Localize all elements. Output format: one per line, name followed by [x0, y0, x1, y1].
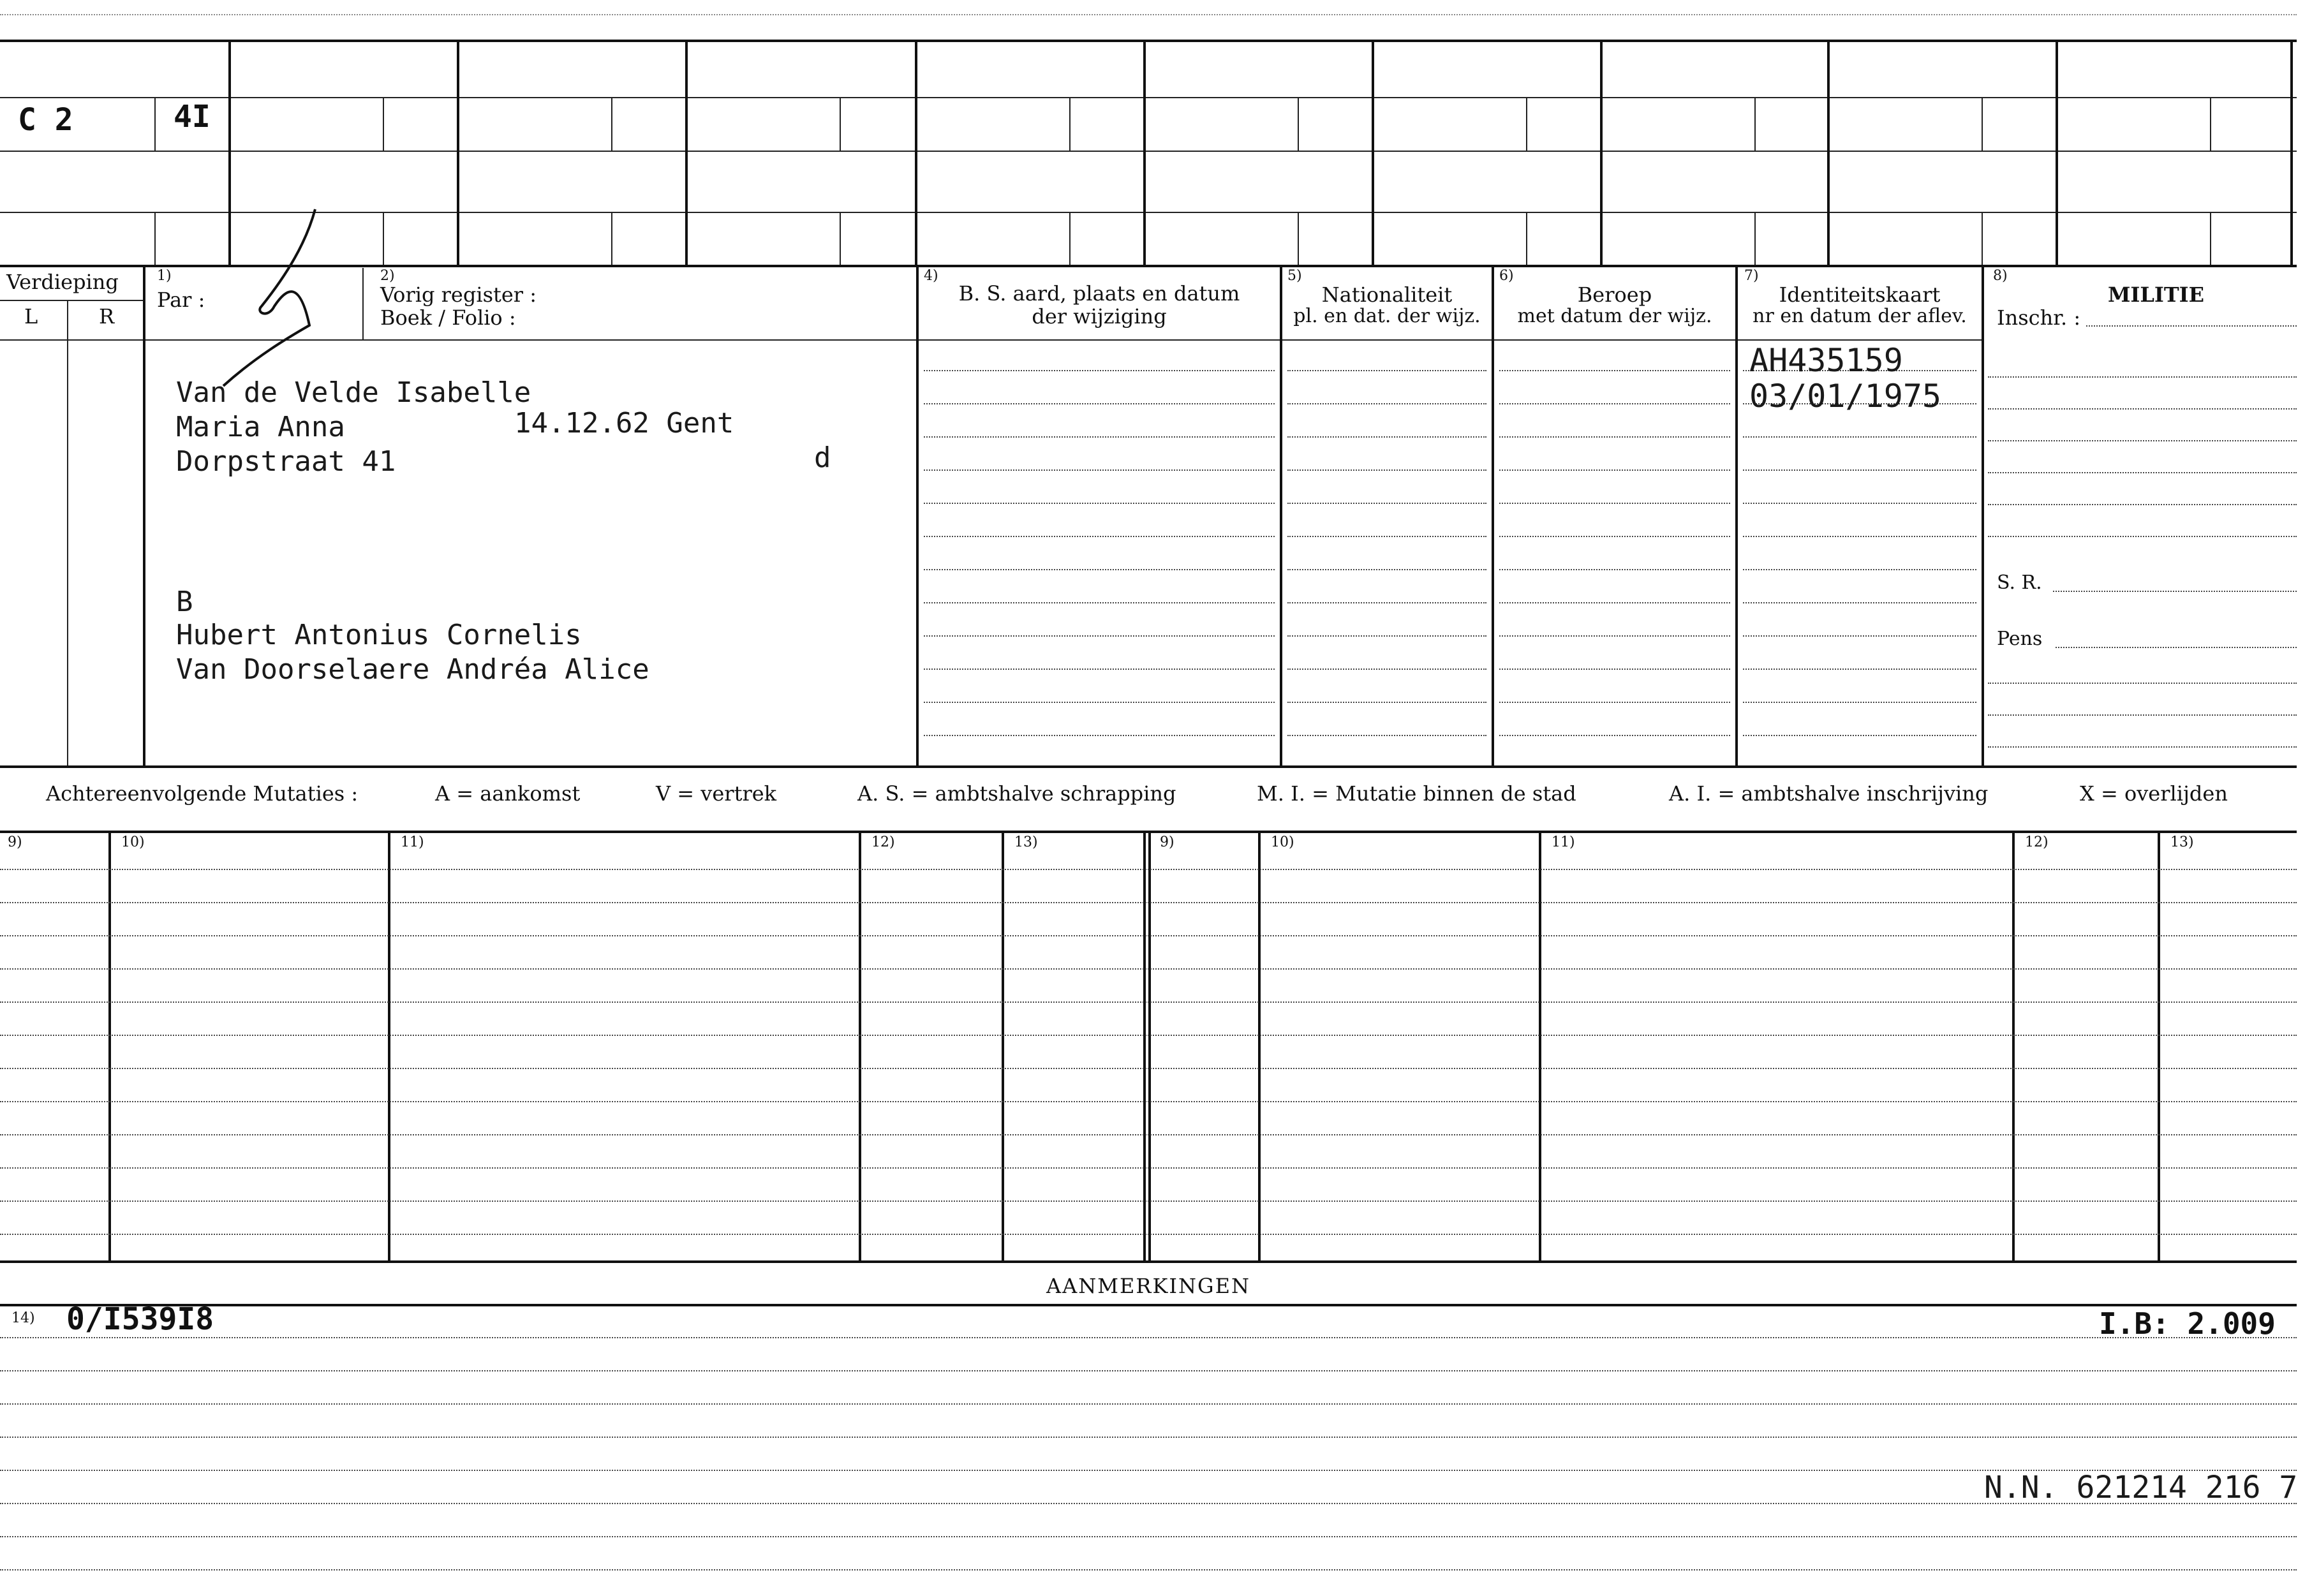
birth-date-place: 14.12.62 Gent [514, 407, 734, 440]
top-grid-column [2290, 40, 2293, 265]
body-dotted-line [924, 403, 1275, 404]
block-code: C 2 [18, 102, 73, 138]
body-dotted-line [1287, 602, 1486, 603]
mutation-column-number: 12) [871, 834, 895, 850]
remarks-top-line [0, 1260, 2297, 1263]
body-dotted-line [1499, 635, 1730, 637]
header-bottom-line-2 [916, 339, 1982, 341]
mutation-dotted-line [0, 1035, 2297, 1036]
body-dotted-line [1499, 702, 1730, 703]
mutation-column-number: 12) [2025, 834, 2049, 850]
body-dotted-line [1287, 536, 1486, 537]
body-dotted-line [1499, 602, 1730, 603]
bs-number: 4) [924, 268, 938, 284]
body-dotted-line [924, 436, 1275, 438]
body-dotted-line [1287, 436, 1486, 438]
top-grid-subcolumn [383, 212, 384, 265]
body-dotted-line [1287, 702, 1486, 703]
militie-dotted-line [1988, 536, 2297, 537]
divider-verdieping-sub [0, 300, 143, 301]
code-divider [154, 97, 156, 151]
body-dotted-line [1499, 370, 1730, 371]
top-edge-line [0, 14, 2297, 15]
parents-marker: B [176, 586, 193, 618]
nat-label-1: Nationaliteit [1321, 283, 1453, 307]
header-bottom-line [0, 339, 916, 341]
mutation-column-number: 10) [1271, 834, 1294, 850]
divider-nat [1280, 265, 1282, 765]
mother-name: Van Doorselaere Andréa Alice [176, 653, 649, 686]
top-grid-subcolumn [2210, 97, 2211, 151]
prev-register-label: Vorig register : [380, 283, 537, 307]
body-dotted-line [1743, 536, 1976, 537]
body-dotted-line [924, 635, 1275, 637]
ib-code: I.B: 2.009 [2099, 1306, 2276, 1341]
divider-ber [1492, 265, 1494, 765]
militie-dotted-line [1988, 714, 2297, 716]
militie-dotted-line [1988, 376, 2297, 378]
legend-official-removal: A. S. = ambtshalve schrapping [857, 781, 1176, 806]
body-dotted-line [1287, 669, 1486, 670]
mutation-column-number: 13) [1014, 834, 1038, 850]
mutation-dotted-line [0, 869, 2297, 870]
sex-marker: d [814, 441, 831, 474]
remarks-dotted-line [0, 1503, 2297, 1504]
body-dotted-line [1499, 735, 1730, 736]
ber-label-1: Beroep [1577, 283, 1652, 307]
mutation-column [108, 831, 111, 1260]
top-grid-column [1143, 40, 1146, 265]
body-dotted-line [1743, 602, 1976, 603]
body-dotted-line [1743, 469, 1976, 471]
body-dotted-line [1287, 635, 1486, 637]
id-label-2: nr en datum der aflev. [1753, 305, 1967, 327]
divider-bs [916, 265, 919, 765]
floor-left-label: L [24, 304, 38, 329]
top-grid-subcolumn [1298, 97, 1299, 151]
mutation-dotted-line [0, 1001, 2297, 1003]
national-number: N.N. 621214 216 7 [1984, 1470, 2298, 1505]
body-dotted-line [1287, 469, 1486, 471]
mutation-dotted-line [0, 1134, 2297, 1135]
top-grid-subcolumn [1069, 97, 1071, 151]
mutation-dotted-line [0, 935, 2297, 936]
body-dotted-line [1743, 735, 1976, 736]
mutation-column [1539, 831, 1541, 1260]
ber-label-2: met datum der wijz. [1517, 305, 1712, 327]
top-grid-subcolumn [383, 97, 384, 151]
body-dotted-line [1743, 635, 1976, 637]
divider-l-r [67, 300, 68, 765]
header-top-line [0, 265, 2297, 267]
top-grid-subcolumn [2210, 212, 2211, 265]
top-grid-column [1600, 40, 1603, 265]
mutation-dotted-line [0, 1201, 2297, 1202]
mutation-column [2158, 831, 2160, 1260]
mutation-dotted-line [0, 968, 2297, 970]
top-grid-subcolumn [1982, 212, 1983, 265]
nat-number: 5) [1287, 268, 1302, 284]
body-dotted-line [1287, 503, 1486, 504]
mutation-column [1258, 831, 1261, 1260]
top-grid-subcolumn [1754, 97, 1756, 151]
body-dotted-line [1499, 403, 1730, 404]
militie-dotted-line [1988, 472, 2297, 473]
body-dotted-line [1499, 436, 1730, 438]
body-dotted-line [1499, 503, 1730, 504]
body-dotted-line [1499, 536, 1730, 537]
body-dotted-line [924, 469, 1275, 471]
body-dotted-line [1499, 569, 1730, 570]
remarks-title: AANMERKINGEN [1046, 1274, 1250, 1298]
body-dotted-line [924, 370, 1275, 371]
body-dotted-line [924, 503, 1275, 504]
mutation-dotted-line [0, 1068, 2297, 1069]
book-folio-label: Boek / Folio : [380, 306, 516, 330]
legend-official-registration: A. I. = ambtshalve inschrijving [1669, 781, 1989, 806]
prev-register-number: 2) [380, 268, 395, 284]
militie-dotted-line [1988, 440, 2297, 441]
top-grid-subcolumn [840, 97, 841, 151]
top-grid-line [0, 151, 2297, 152]
militie-title: MILITIE [2108, 283, 2205, 307]
divider-mil [1982, 265, 1984, 765]
legend-departure: V = vertrek [656, 781, 777, 806]
top-grid-subcolumn [840, 212, 841, 265]
body-dotted-line [1743, 503, 1976, 504]
par-label: Par : [157, 288, 205, 312]
id-label-1: Identiteitskaart [1779, 283, 1941, 307]
bs-label-2: der wijziging [1032, 304, 1167, 329]
remarks-dotted-line [0, 1437, 2297, 1438]
body-dotted-line [1499, 669, 1730, 670]
house-number: 4I [174, 99, 211, 135]
top-grid-column [915, 40, 917, 265]
verdieping-label: Verdieping [6, 270, 119, 294]
mutation-column [1143, 831, 1146, 1260]
bs-label-1: B. S. aard, plaats en datum [958, 281, 1240, 306]
code-divider [154, 212, 156, 265]
body-dotted-line [1499, 469, 1730, 471]
body-dotted-line [1743, 669, 1976, 670]
body-dotted-line [924, 536, 1275, 537]
top-grid-column [1827, 40, 1830, 265]
person-name-line2: Maria Anna [176, 411, 345, 443]
id-number-col: 7) [1744, 268, 1759, 284]
body-dotted-line [924, 602, 1275, 603]
pens-line [2056, 647, 2297, 648]
mutation-column [1148, 831, 1151, 1260]
id-card-number: AH435159 [1749, 342, 1903, 379]
body-dotted-line [1743, 436, 1976, 438]
father-name: Hubert Antonius Cornelis [176, 619, 582, 651]
top-grid-subcolumn [611, 97, 612, 151]
person-name-line1: Van de Velde Isabelle [176, 376, 531, 409]
top-grid-subcolumn [1298, 212, 1299, 265]
legend-arrival: A = aankomst [435, 781, 581, 806]
remarks-dotted-line [0, 1337, 2297, 1338]
nat-label-2: pl. en dat. der wijz. [1293, 305, 1481, 327]
top-grid-column [685, 40, 688, 265]
body-dotted-line [1287, 403, 1486, 404]
top-grid-line [0, 40, 2297, 42]
mutations-label: Achtereenvolgende Mutaties : [46, 781, 359, 806]
pen-stroke-mark [217, 204, 345, 395]
divider-verdieping [143, 265, 145, 765]
mutation-column [388, 831, 390, 1260]
par-number: 1) [157, 268, 172, 284]
militie-dotted-line [1988, 746, 2297, 748]
inschr-line [2086, 325, 2297, 327]
body-dotted-line [924, 569, 1275, 570]
id-card-date: 03/01/1975 [1749, 378, 1942, 415]
remarks-number: 14) [11, 1310, 35, 1326]
body-dotted-line [1287, 735, 1486, 736]
remarks-header-line [0, 1304, 2297, 1306]
top-grid-column [2056, 40, 2058, 265]
mutation-column [2012, 831, 2015, 1260]
mutation-dotted-line [0, 1101, 2297, 1102]
remarks-code: 0/I539I8 [66, 1301, 214, 1337]
body-dotted-line [1287, 569, 1486, 570]
body-dotted-line [924, 735, 1275, 736]
top-grid-subcolumn [1069, 212, 1071, 265]
mutation-dotted-line [0, 1167, 2297, 1169]
legend-internal-move: M. I. = Mutatie binnen de stad [1257, 781, 1576, 806]
mutation-column [1002, 831, 1004, 1260]
divider-id [1735, 265, 1738, 765]
ber-number: 6) [1499, 268, 1514, 284]
top-grid-column [1372, 40, 1374, 265]
mutations-legend [0, 782, 2297, 810]
mutation-column-number: 11) [1552, 834, 1575, 850]
top-grid-subcolumn [1754, 212, 1756, 265]
mutation-dotted-line [0, 902, 2297, 903]
body-dotted-line [1743, 569, 1976, 570]
sr-line [2053, 591, 2297, 592]
militie-dotted-line [1988, 683, 2297, 684]
top-grid-subcolumn [1526, 97, 1527, 151]
mutation-column [859, 831, 861, 1260]
mutation-column-number: 11) [401, 834, 424, 850]
sr-label: S. R. [1997, 572, 2042, 594]
remarks-dotted-line [0, 1536, 2297, 1537]
top-grid-column [457, 40, 459, 265]
remarks-dotted-line [0, 1370, 2297, 1371]
top-grid-line [0, 97, 2297, 98]
inschr-label: Inschr. : [1997, 306, 2081, 330]
top-grid-subcolumn [611, 212, 612, 265]
legend-death: X = overlijden [2080, 781, 2228, 806]
pens-label: Pens [1997, 628, 2043, 650]
remarks-dotted-line [0, 1403, 2297, 1405]
top-grid-line [0, 212, 2297, 213]
remarks-dotted-line [0, 1470, 2297, 1471]
mil-number: 8) [1993, 268, 2008, 284]
mutation-column-number: 9) [1160, 834, 1175, 850]
address: Dorpstraat 41 [176, 445, 396, 478]
militie-dotted-line [1988, 408, 2297, 410]
floor-right-label: R [99, 304, 115, 329]
body-dotted-line [924, 702, 1275, 703]
body-dotted-line [924, 669, 1275, 670]
mutation-dotted-line [0, 1234, 2297, 1235]
remarks-dotted-line [0, 1569, 2297, 1570]
mutation-column-number: 10) [121, 834, 145, 850]
body-dotted-line [1287, 370, 1486, 371]
mutation-column-number: 9) [8, 834, 22, 850]
mutations-top-line [0, 765, 2297, 768]
mutation-column-number: 13) [2170, 834, 2194, 850]
militie-dotted-line [1988, 504, 2297, 505]
top-grid-subcolumn [1982, 97, 1983, 151]
top-grid-subcolumn [1526, 212, 1527, 265]
body-dotted-line [1743, 702, 1976, 703]
divider-par [362, 268, 364, 339]
